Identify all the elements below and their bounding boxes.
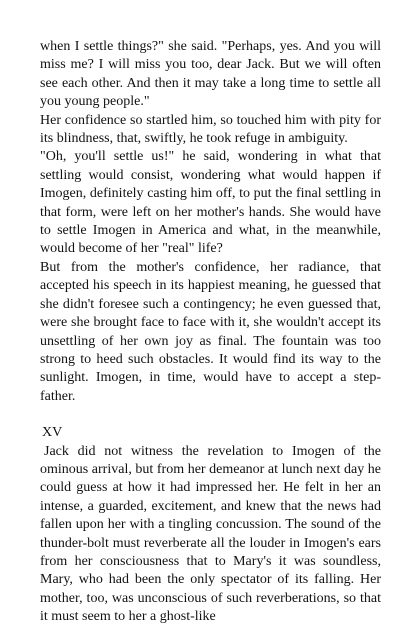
paragraph-4: But from the mother's confidence, her radiance, that accepted his speech in its happiest meaning, he guessed that she didn't foresee such a contingency; he even guessed that, were she brought face to face with it, she wouldn't accept its unsettling of her own joy as final. The fountain was too strong to heed such obstacles. It would find its way to the sunlight. Imogen, in time, would have to accept a step-father. [40,259,381,404]
paragraph-5: Jack did not witness the revelation to Imogen of the ominous arrival, but from her demeanor at lunch next day he could guess at how it had impressed her. He felt in her an intense, a guarded, excitement, and knew that the news had fallen upon her with a tingling concussion. The sound of the thunder-bolt must reverberate all the louder in Imogen's ears from her consciousness that to Mary's it was soundless, Mary, who had been the only spectator of its falling. Her mother, too, was unconscious of such reverberations, so that it must seem to her a ghost-like [40,443,381,625]
chapter-heading: XV [42,425,63,441]
paragraph-3: "Oh, you'll settle us!" he said, wondering in what that settling would consist, wondering what would happen if Imogen, definitely casting him off, to put the final settling in that form, were left on her mother's hands. She would have to settle Imogen in America and what, in the meanwhile, would become of her "real" life? [40,149,381,257]
paragraph-2: Her confidence so startled him, so touched him with pity for its blindness, that, swiftly, he took refuge in ambiguity. [40,112,381,147]
paragraph-1: when I settle things?" she said. "Perhaps, yes. And you will miss me? I will miss you too, dear Jack. But we will often see each other. And then it may take a long time to settle all you young people." [40,39,381,110]
book-page [40,38,381,627]
section-break [40,406,381,424]
